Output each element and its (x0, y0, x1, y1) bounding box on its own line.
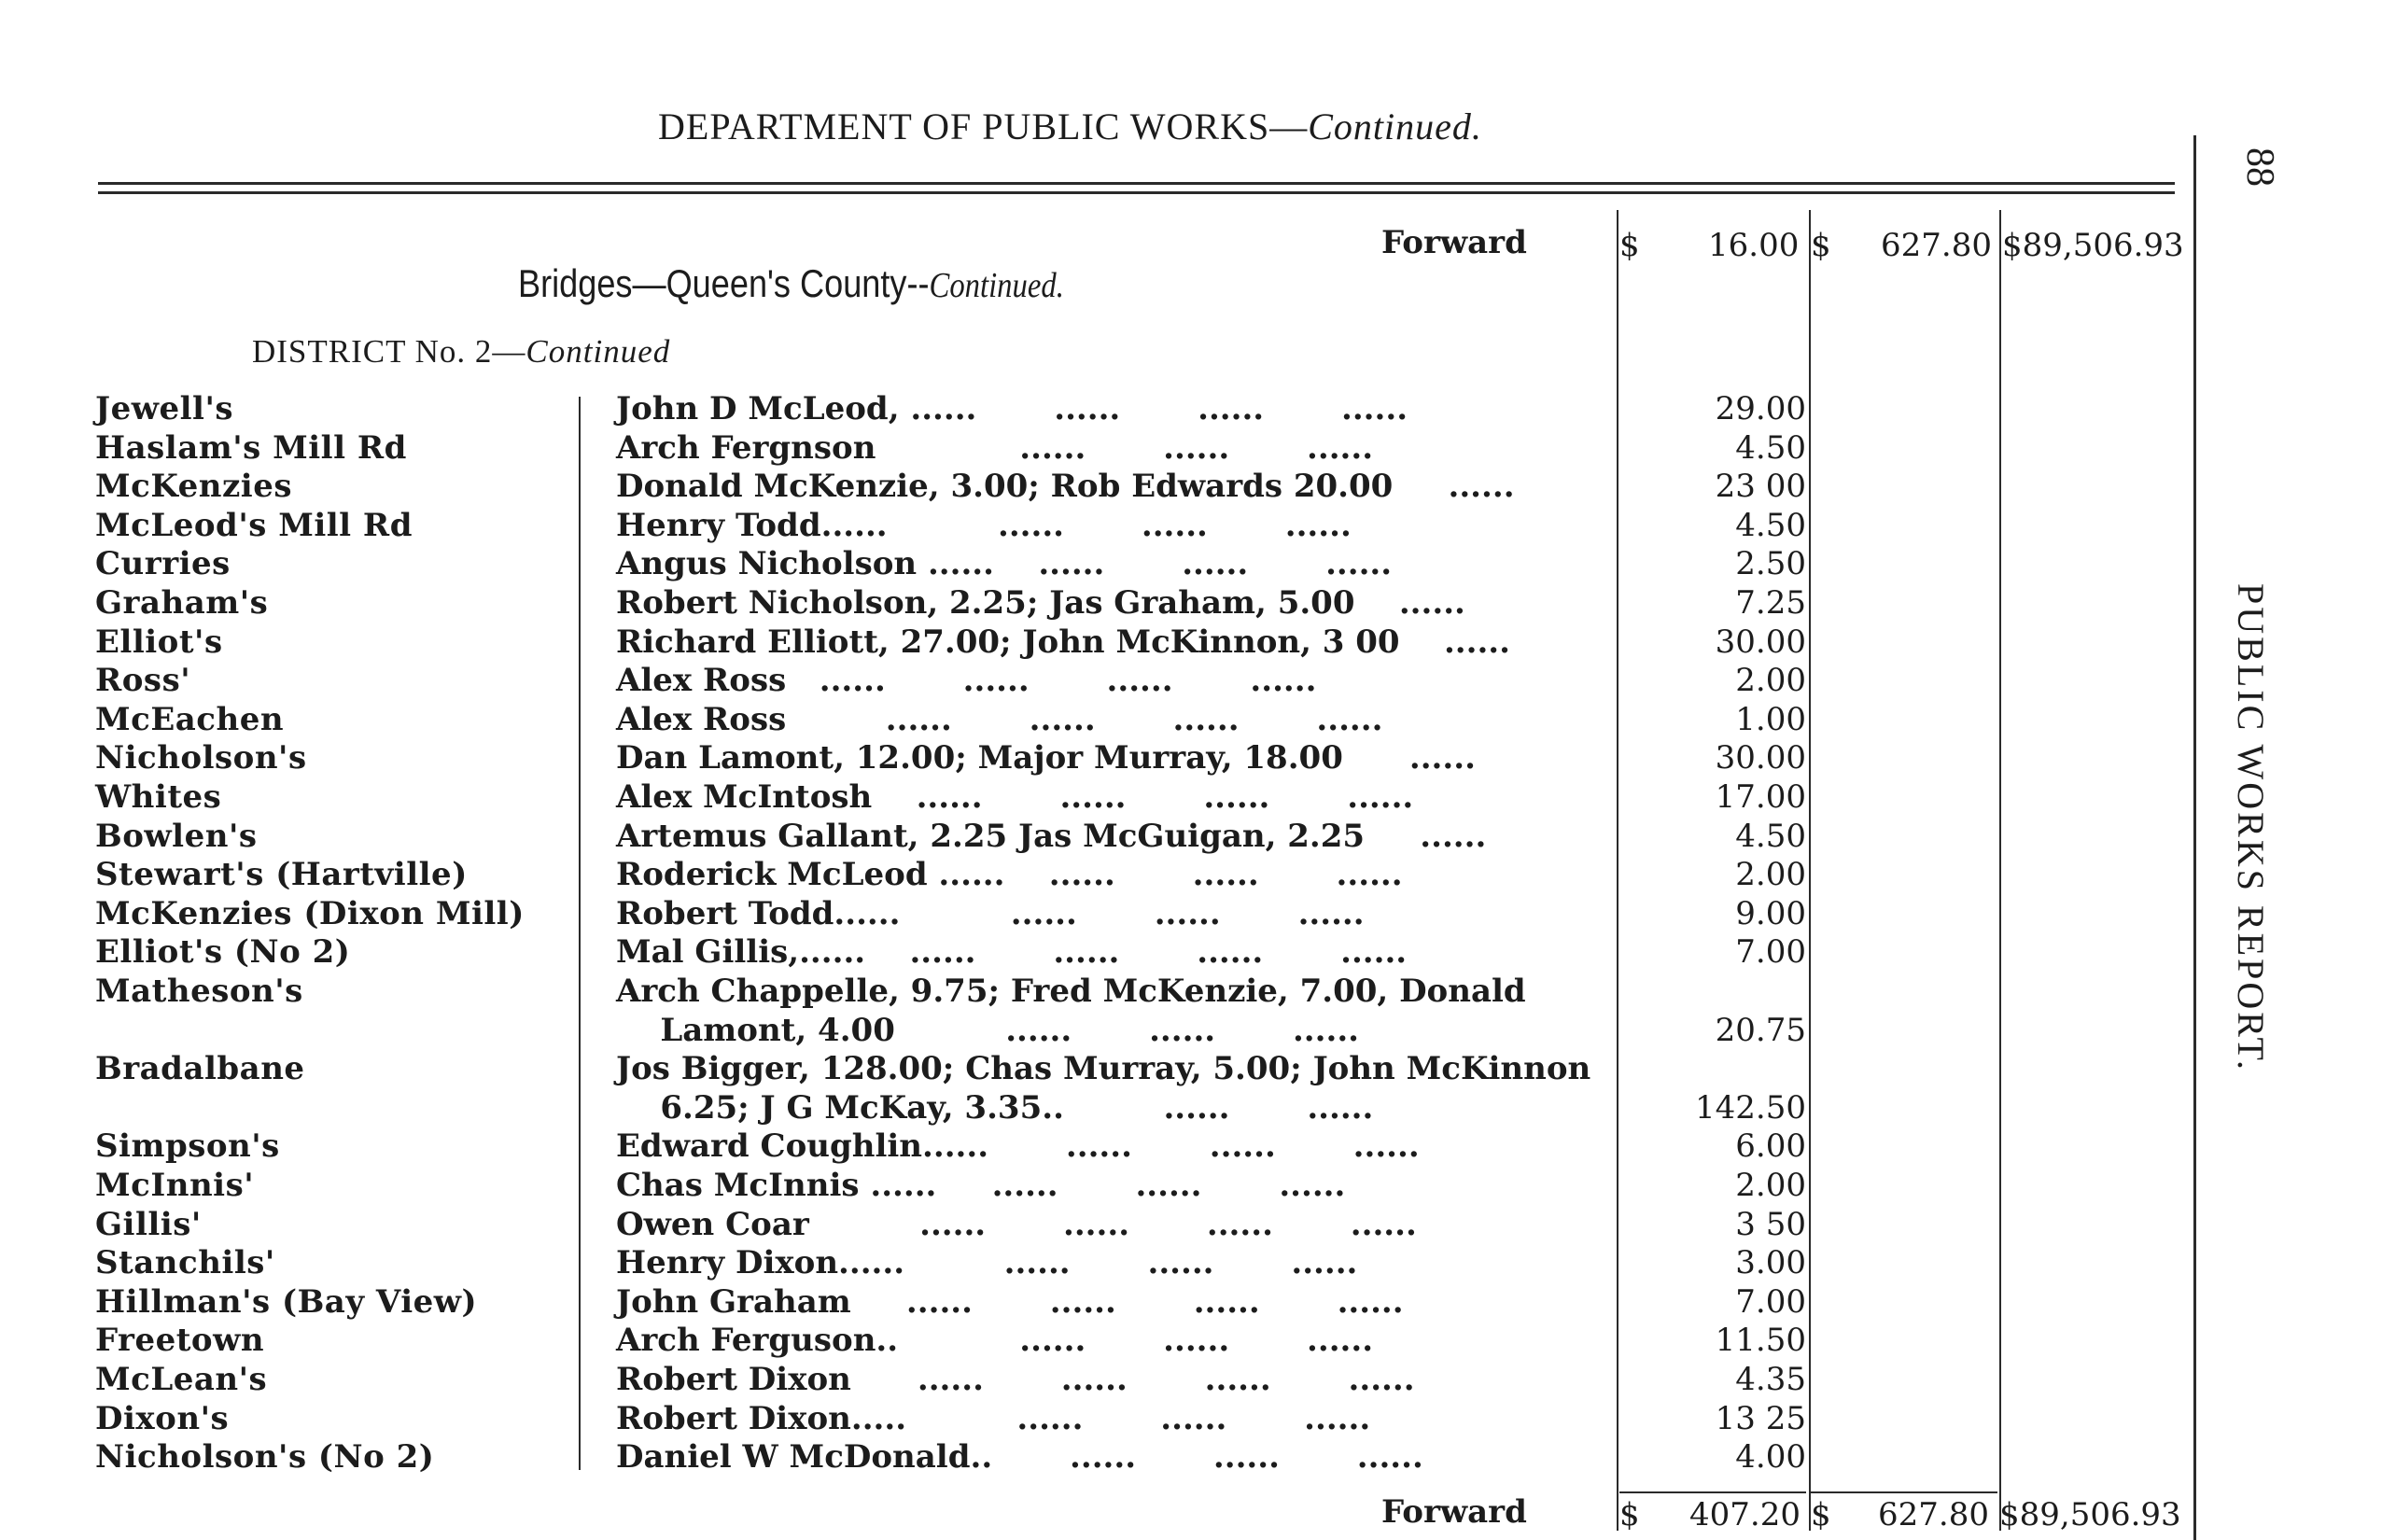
row-payee: Henry Todd...... ...... ...... ...... (616, 507, 1352, 544)
section-title (518, 261, 1064, 306)
row-payee: Henry Dixon...... ...... ...... ...... (616, 1244, 1358, 1281)
row-bridge-name: McInnis' (95, 1167, 255, 1204)
row-payee: Arch Ferguson.. ...... ...... ...... (616, 1322, 1374, 1359)
row-payee: Alex McIntosh ...... ...... ...... ...... (616, 778, 1414, 816)
row-bridge-name: Stewart's (Hartville) (95, 856, 468, 893)
forward-bottom-col2-amount: 627.80 (1878, 1496, 1989, 1533)
row-amount: 13 25 (1715, 1400, 1806, 1437)
row-amount: 4.50 (1735, 818, 1806, 855)
row-payee: Robert Nicholson, 2.25; Jas Graham, 5.00 ...... (616, 584, 1465, 622)
row-payee: Edward Coughlin...... ...... ...... ...... (616, 1127, 1420, 1165)
row-amount: 6.00 (1735, 1127, 1806, 1165)
page-header-title (658, 105, 1482, 148)
forward-label-top: Forward (1381, 224, 1527, 261)
row-payee: Lamont, 4.00 ...... ...... ...... (616, 1012, 1359, 1049)
row-bridge-name: Simpson's (95, 1127, 280, 1165)
page-number: 88 (2238, 147, 2281, 187)
right-margin-rule (2193, 135, 2196, 1540)
row-payee: Roderick McLeod ...... ...... ...... ...... (616, 856, 1403, 893)
row-amount: 2.00 (1735, 1167, 1806, 1204)
row-bridge-name: Jewell's (95, 390, 234, 427)
row-payee: Chas McInnis ...... ...... ...... ...... (616, 1167, 1346, 1204)
row-payee: Alex Ross ...... ...... ...... ...... (616, 662, 1317, 699)
row-bridge-name: Ross' (95, 662, 191, 699)
row-amount: 7.00 (1735, 933, 1806, 971)
row-amount: 11.50 (1715, 1322, 1806, 1359)
row-amount: 29.00 (1715, 390, 1806, 427)
row-payee: John D McLeod, ...... ...... ...... ...... (616, 390, 1408, 427)
row-amount: 30.00 (1715, 739, 1806, 777)
row-amount: 7.25 (1735, 584, 1806, 622)
row-amount: 2.00 (1735, 662, 1806, 699)
row-bridge-name: Graham's (95, 584, 269, 622)
top-rule-lower (98, 191, 2175, 194)
row-amount: 1.00 (1735, 701, 1806, 738)
row-payee: Donald McKenzie, 3.00; Rob Edwards 20.00 ...... (616, 468, 1515, 505)
row-amount: 3.00 (1735, 1244, 1806, 1281)
row-amount: 4.00 (1735, 1438, 1806, 1476)
forward-bottom-col2-dollar: $ (1811, 1496, 1831, 1533)
row-amount: 4.50 (1735, 507, 1806, 544)
forward-top-col2-amount: 627.80 (1881, 227, 1992, 264)
district-title-continued: Continued (525, 333, 671, 370)
district-title-main: DISTRICT No. 2— (252, 333, 526, 370)
forward-label-bottom: Forward (1381, 1493, 1527, 1531)
row-bridge-name: Elliot's (No 2) (95, 933, 351, 971)
row-bridge-name: McLeod's Mill Rd (95, 507, 413, 544)
row-payee: Owen Coar ...... ...... ...... ...... (616, 1206, 1417, 1243)
row-payee: Artemus Gallant, 2.25 Jas McGuigan, 2.25 ...... (616, 818, 1487, 855)
forward-bottom-col3-amount: $89,506.93 (1999, 1496, 2181, 1533)
row-bridge-name: Haslam's Mill Rd (95, 429, 407, 467)
row-payee: Alex Ross ...... ...... ...... ...... (616, 701, 1383, 738)
row-bridge-name: Elliot's (95, 623, 223, 661)
bottom-rule-col2 (1811, 1491, 1997, 1493)
row-amount: 17.00 (1715, 778, 1806, 816)
row-amount: 7.00 (1735, 1283, 1806, 1321)
row-payee: Dan Lamont, 12.00; Major Murray, 18.00 ...... (616, 739, 1476, 777)
header-title-main: DEPARTMENT OF PUBLIC WORKS— (658, 105, 1309, 147)
row-payee: Robert Dixon..... ...... ...... ...... (616, 1400, 1371, 1437)
district-title (252, 333, 670, 371)
row-bridge-name: Curries (95, 545, 231, 582)
row-amount: 2.50 (1735, 545, 1806, 582)
row-amount: 23 00 (1715, 468, 1806, 505)
bottom-rule-col1 (1619, 1491, 1806, 1493)
row-bridge-name: Whites (95, 778, 222, 816)
row-bridge-name: Hillman's (Bay View) (95, 1283, 478, 1321)
row-payee: Daniel W McDonald.. ...... ...... ...... (616, 1438, 1423, 1476)
row-bridge-name: McEachen (95, 701, 285, 738)
forward-bottom-col1-dollar: $ (1619, 1496, 1640, 1533)
row-bridge-name: Gillis' (95, 1206, 202, 1243)
row-payee: John Graham ...... ...... ...... ...... (616, 1283, 1404, 1321)
row-payee: 6.25; J G McKay, 3.35.. ...... ...... (616, 1089, 1374, 1127)
section-title-continued: Continued. (929, 266, 1064, 305)
row-payee: Robert Todd...... ...... ...... ...... (616, 895, 1365, 932)
forward-top-col1-dollar: $ (1619, 227, 1640, 264)
forward-bottom-col1-amount: 407.20 (1689, 1496, 1801, 1533)
row-payee: Jos Bigger, 128.00; Chas Murray, 5.00; John McKinnon (616, 1050, 1591, 1087)
row-bridge-name: McKenzies (Dixon Mill) (95, 895, 525, 932)
row-amount: 20.75 (1715, 1012, 1806, 1049)
row-payee: Richard Elliott, 27.00; John McKinnon, 3 00 ...... (616, 623, 1510, 661)
row-amount: 3 50 (1735, 1206, 1806, 1243)
section-title-main: Bridges—Queen's County-- (518, 261, 930, 305)
row-amount: 4.50 (1735, 429, 1806, 467)
row-bridge-name: Nicholson's (95, 739, 307, 777)
row-amount: 30.00 (1715, 623, 1806, 661)
row-payee: Arch Chappelle, 9.75; Fred McKenzie, 7.00, Donald (616, 973, 1526, 1010)
column-rule-amount-right (1809, 210, 1811, 1531)
top-rule-upper (98, 182, 2175, 185)
row-bridge-name: McKenzies (95, 468, 292, 505)
row-bridge-name: Stanchils' (95, 1244, 275, 1281)
row-bridge-name: Matheson's (95, 973, 303, 1010)
row-payee: Angus Nicholson ...... ...... ...... ...... (616, 545, 1393, 582)
row-bridge-name: Bowlen's (95, 818, 258, 855)
row-amount: 142.50 (1695, 1089, 1806, 1127)
side-running-title: PUBLIC WORKS REPORT. (2230, 583, 2272, 1072)
row-bridge-name: Dixon's (95, 1400, 230, 1437)
row-payee: Arch Fergnson ...... ...... ...... (616, 429, 1374, 467)
row-amount: 2.00 (1735, 856, 1806, 893)
row-amount: 4.35 (1735, 1361, 1806, 1398)
row-bridge-name: Bradalbane (95, 1050, 305, 1087)
row-bridge-name: Nicholson's (No 2) (95, 1438, 435, 1476)
row-amount: 9.00 (1735, 895, 1806, 932)
forward-top-col3-amount: $89,506.93 (2002, 227, 2184, 264)
row-bridge-name: McLean's (95, 1361, 268, 1398)
row-payee: Robert Dixon ...... ...... ...... ...... (616, 1361, 1415, 1398)
header-title-continued: Continued. (1308, 105, 1482, 147)
row-payee: Mal Gillis,...... ...... ...... ...... ...... (616, 933, 1408, 971)
forward-top-col1-amount: 16.00 (1708, 227, 1800, 264)
forward-top-col2-dollar: $ (1811, 227, 1831, 264)
row-bridge-name: Freetown (95, 1322, 265, 1359)
column-rule-subtotal-right (1999, 210, 2001, 1531)
column-rule-names (579, 397, 581, 1470)
